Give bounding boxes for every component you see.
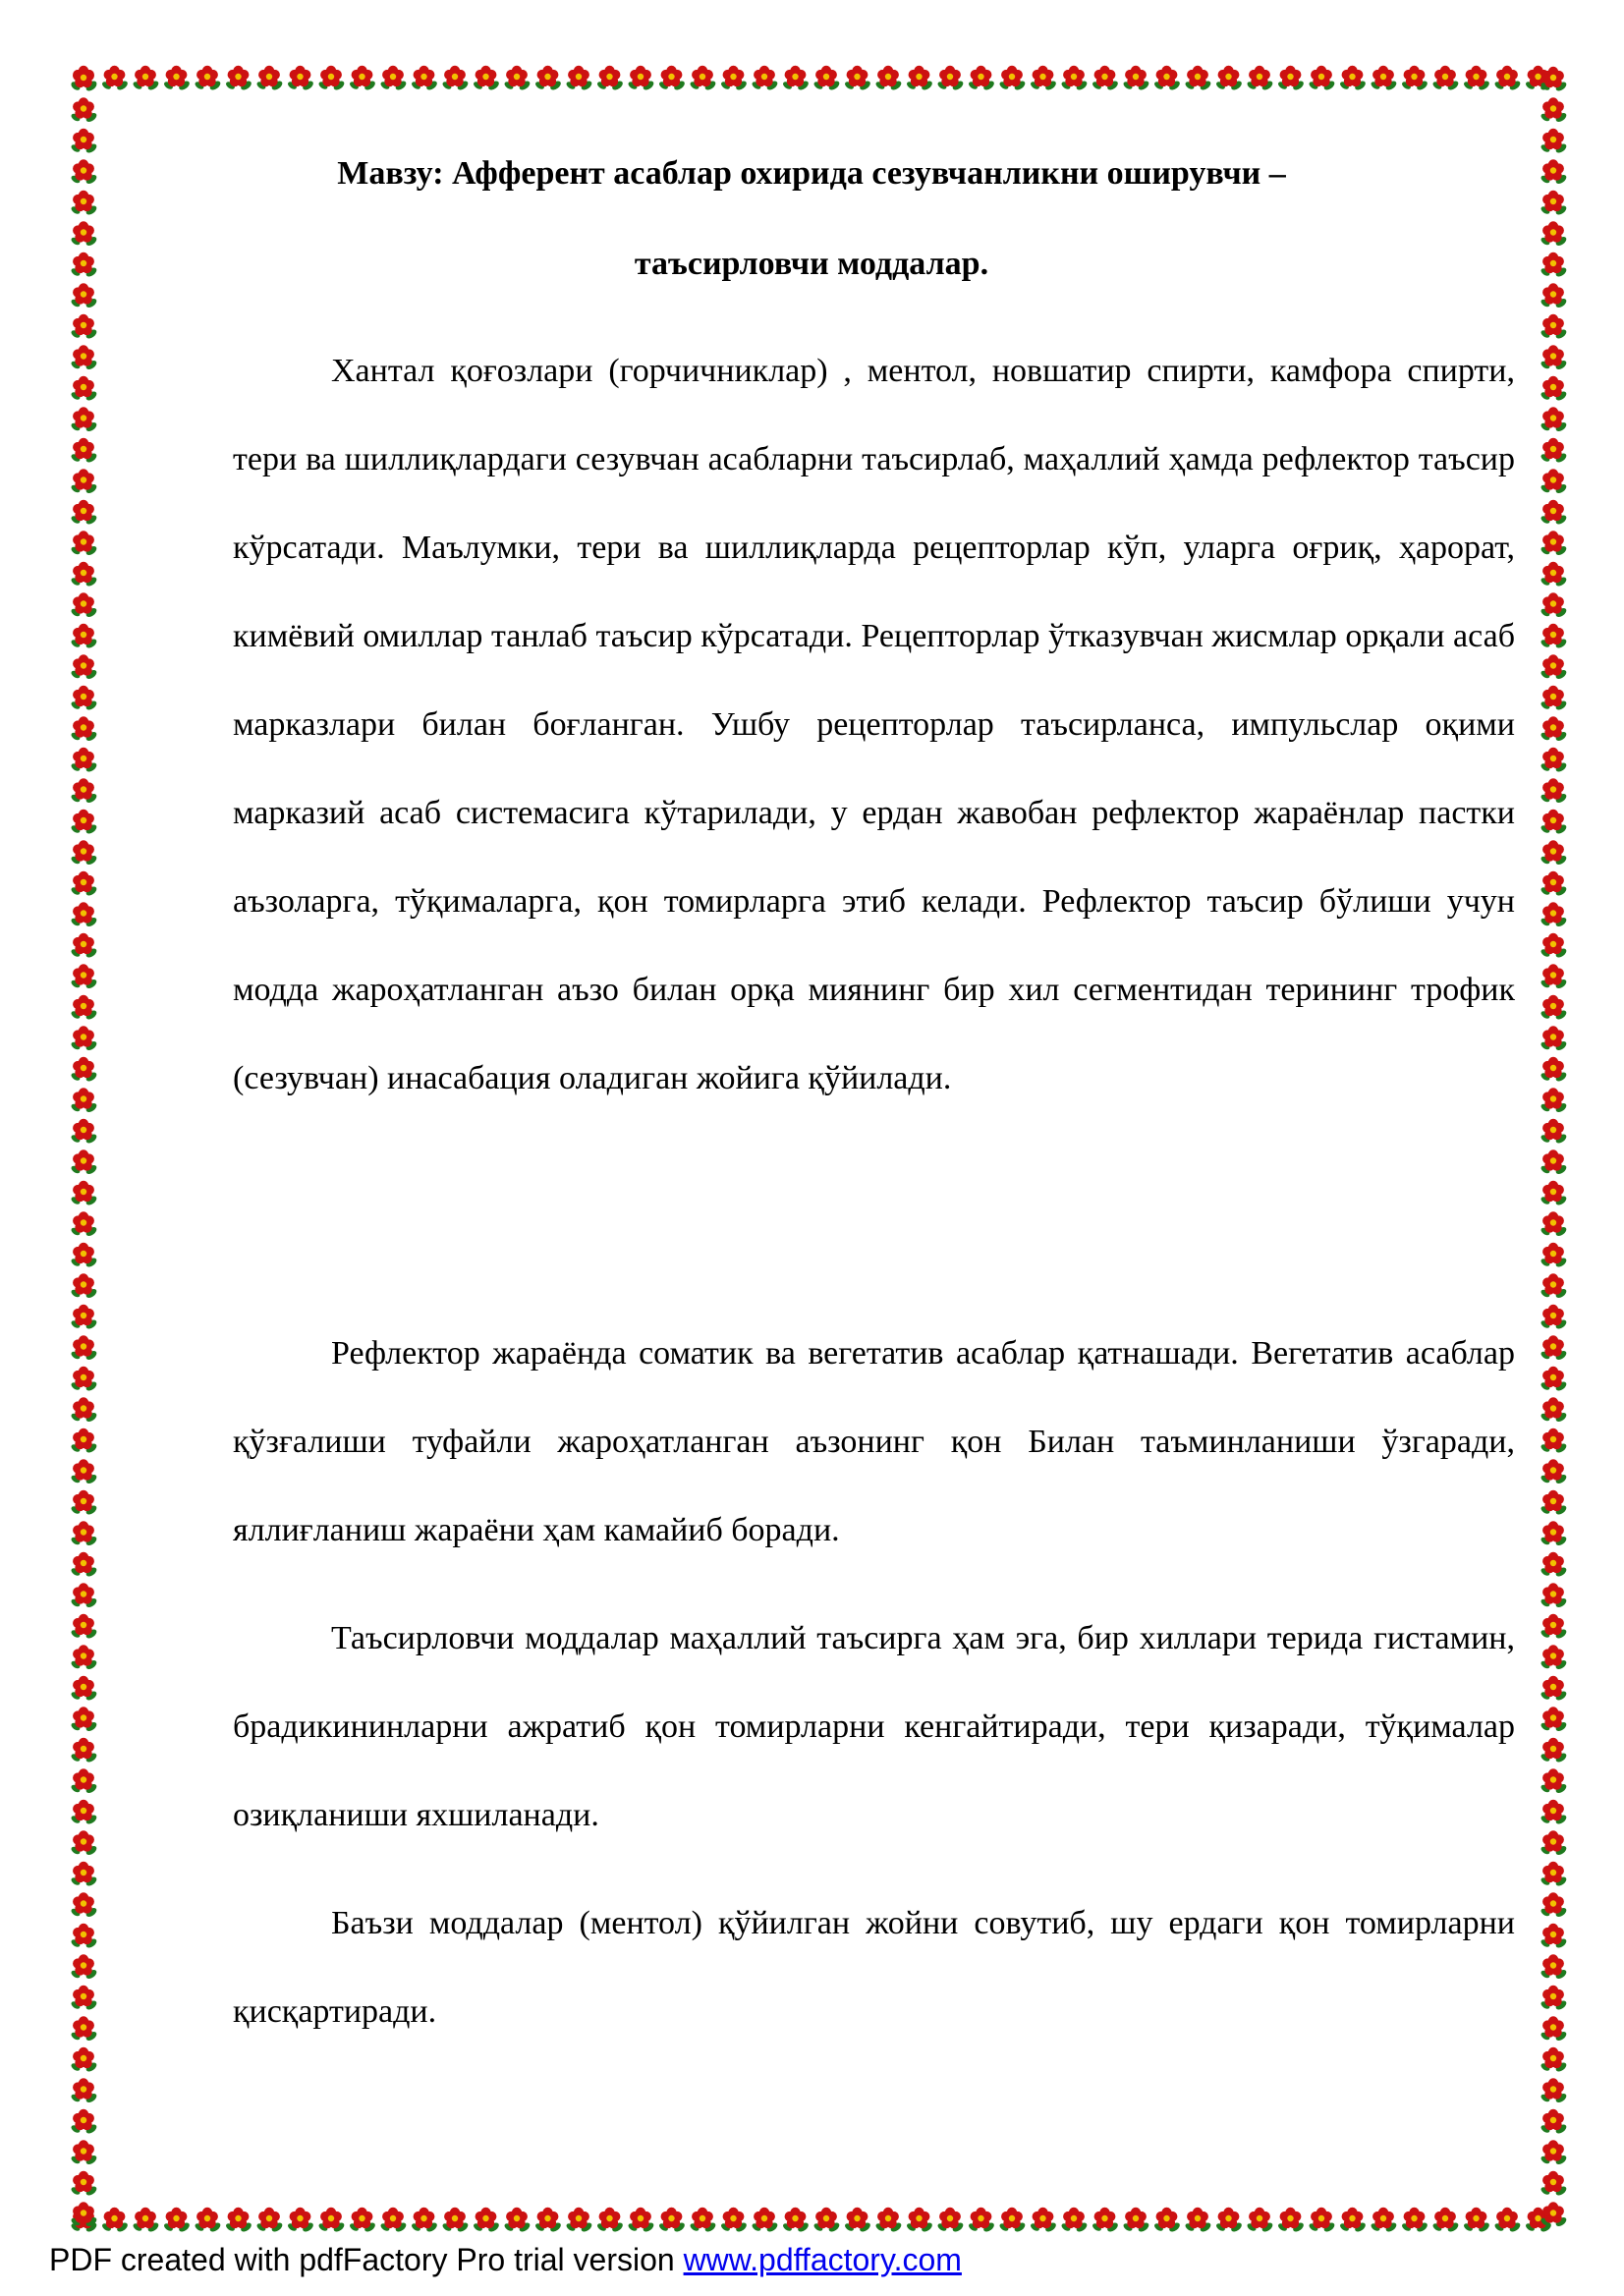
flower-ornament <box>1431 2208 1460 2234</box>
flower-ornament <box>70 810 98 836</box>
flower-ornament <box>70 1428 98 1455</box>
flower-ornament <box>101 66 130 92</box>
flower-ornament <box>1540 1892 1568 1919</box>
flower-border-left <box>67 61 100 2236</box>
flower-ornament <box>70 1954 98 1981</box>
flower-ornament <box>1540 1088 1568 1114</box>
flower-ornament <box>936 66 965 92</box>
flower-ornament <box>1215 2208 1244 2234</box>
flower-ornament <box>70 2171 98 2198</box>
flower-ornament <box>1540 748 1568 774</box>
flower-ornament <box>1540 1181 1568 1207</box>
flower-ornament <box>317 2208 346 2234</box>
flower-ornament <box>1060 2208 1089 2234</box>
flower-ornament <box>101 2208 130 2234</box>
flower-ornament <box>70 1645 98 1671</box>
flower-ornament <box>349 2208 377 2234</box>
flower-ornament <box>1540 933 1568 960</box>
flower-ornament <box>70 1397 98 1424</box>
flower-ornament <box>1540 1459 1568 1485</box>
flower-ornament <box>1540 716 1568 743</box>
flower-ornament <box>1540 1367 1568 1393</box>
flower-ornament <box>1540 1768 1568 1795</box>
flower-ornament <box>1540 1243 1568 1269</box>
flower-ornament <box>70 1305 98 1331</box>
flower-ornament <box>70 716 98 743</box>
flower-ornament <box>1092 2208 1120 2234</box>
flower-ornament <box>70 902 98 928</box>
flower-border-bottom <box>67 2203 1570 2236</box>
flower-ornament <box>70 129 98 155</box>
flower-ornament <box>70 686 98 712</box>
flower-ornament <box>163 2208 192 2234</box>
flower-ornament <box>906 2208 934 2234</box>
flower-ornament <box>163 66 192 92</box>
flower-ornament <box>379 66 408 92</box>
flower-ornament <box>1540 2078 1568 2104</box>
flower-ornament <box>1540 97 1568 124</box>
flower-ornament <box>998 66 1027 92</box>
flower-ornament <box>1540 252 1568 279</box>
flower-ornament <box>998 2208 1027 2234</box>
footer-text: PDF created with pdfFactory Pro trial version <box>49 2242 684 2277</box>
flower-ornament <box>1184 66 1212 92</box>
flower-ornament <box>70 345 98 371</box>
flower-ornament <box>1540 1986 1568 2012</box>
flower-ornament <box>1184 2208 1212 2234</box>
flower-ornament <box>473 2208 501 2234</box>
flower-ornament <box>70 2140 98 2166</box>
flower-ornament <box>751 2208 779 2234</box>
flower-ornament <box>1540 531 1568 557</box>
flower-ornament <box>70 624 98 650</box>
flower-ornament <box>225 66 253 92</box>
flower-ornament <box>720 66 749 92</box>
flower-ornament <box>70 1273 98 1300</box>
flower-ornament <box>1030 66 1058 92</box>
flower-ornament <box>1540 1335 1568 1362</box>
flower-ornament <box>1339 2208 1368 2234</box>
flower-ornament <box>1540 686 1568 712</box>
flower-ornament <box>132 2208 160 2234</box>
flower-ornament <box>1540 840 1568 867</box>
flower-ornament <box>1215 66 1244 92</box>
flower-ornament <box>1540 191 1568 217</box>
flower-border-right <box>1537 61 1570 2236</box>
flower-ornament <box>1153 66 1182 92</box>
flower-ornament <box>658 2208 687 2234</box>
flower-ornament <box>844 2208 872 2234</box>
flower-ornament <box>1540 2109 1568 2136</box>
footer-link[interactable]: www.pdffactory.com <box>683 2242 962 2277</box>
flower-ornament <box>1431 66 1460 92</box>
flower-ornament <box>70 562 98 588</box>
flower-ornament <box>1540 129 1568 155</box>
pdf-footer-notice <box>49 2242 962 2278</box>
flower-ornament <box>70 1181 98 1207</box>
flower-ornament <box>534 66 563 92</box>
flower-ornament <box>1540 314 1568 341</box>
flower-ornament <box>1540 2016 1568 2043</box>
flower-ornament <box>1540 2047 1568 2074</box>
flower-ornament <box>1540 1645 1568 1671</box>
flower-ornament <box>70 2047 98 2074</box>
flower-ornament <box>70 592 98 619</box>
flower-ornament <box>1153 2208 1182 2234</box>
flower-ornament <box>874 66 903 92</box>
flower-ornament <box>936 2208 965 2234</box>
flower-ornament <box>1540 407 1568 433</box>
flower-ornament <box>70 221 98 248</box>
flower-ornament <box>596 2208 625 2234</box>
flower-ornament <box>70 1552 98 1579</box>
flower-ornament <box>689 2208 717 2234</box>
flower-ornament <box>70 97 98 124</box>
flower-ornament <box>1540 654 1568 681</box>
flower-ornament <box>70 1830 98 1857</box>
flower-ornament <box>132 66 160 92</box>
flower-ornament <box>1540 1428 1568 1455</box>
flower-ornament <box>473 66 501 92</box>
flower-ornament <box>1540 995 1568 1022</box>
flower-ornament <box>70 1026 98 1052</box>
flower-ornament <box>1493 2208 1522 2234</box>
paragraph-2: Рефлектор жараёнда соматик ва вегетатив асаблар қатнашади. Вегетатив асаблар қўзғалиши туфайли жароҳатланган аъзонинг қон Билан таъминланиши ўзгаради, яллиғланиш жараёни ҳам камайиб боради. <box>233 1335 1515 1548</box>
flower-ornament <box>1540 1119 1568 1146</box>
flower-ornament <box>70 531 98 557</box>
flower-ornament <box>1339 66 1368 92</box>
flower-ornament <box>70 748 98 774</box>
flower-ornament <box>1308 2208 1336 2234</box>
flower-ornament <box>70 654 98 681</box>
flower-ornament <box>70 933 98 960</box>
flower-ornament <box>1540 871 1568 898</box>
flower-ornament <box>1540 500 1568 527</box>
flower-ornament <box>1540 1614 1568 1641</box>
flower-ornament <box>1540 624 1568 650</box>
paragraph-1: Хантал қоғозлари (горчичниклар) , ментол, новшатир спирти, камфора спирти, тери ва шиллиқлардаги сезувчан асабларни таъсирлаб, маҳаллий ҳамда рефлектор таъсир кўрсатади. Маълумки, тери ва шиллиқларда рецепторлар кўп, уларга оғриқ, ҳарорат, кимёвий омиллар танлаб таъсир кўрсатади. Рецепторлар ўтказувчан жисмлар орқали асаб марказлари билан боғланган. Ушбу рецепторлар таъсирланса, импульслар оқими марказий асаб системасига кўтарилади, у ердан жавобан рефлектор жараёнлар пастки аъзоларга, тўқималарга, қон томирларга этиб келади. Рефлектор таъсир бўлиши учун модда жароҳатланган аъзо билан орқа миянинг бир хил сегментидан терининг трофик (сезувчан) инасабация оладиган жойига қўйилади. <box>233 353 1515 1096</box>
flower-ornament <box>1540 902 1568 928</box>
flower-ornament <box>627 2208 655 2234</box>
flower-ornament <box>70 1676 98 1703</box>
flower-ornament <box>70 1862 98 1888</box>
flower-ornament <box>1540 1273 1568 1300</box>
flower-ornament <box>1370 2208 1398 2234</box>
flower-ornament <box>1540 592 1568 619</box>
flower-ornament <box>70 1521 98 1547</box>
flower-ornament <box>968 66 996 92</box>
flower-ornament <box>70 2078 98 2104</box>
flower-ornament <box>255 2208 284 2234</box>
flower-ornament <box>70 995 98 1022</box>
flower-ornament <box>565 2208 593 2234</box>
flower-ornament <box>874 2208 903 2234</box>
flower-ornament <box>1401 66 1429 92</box>
flower-ornament <box>70 407 98 433</box>
flower-ornament <box>1540 1521 1568 1547</box>
flower-ornament <box>70 191 98 217</box>
flower-ornament <box>1540 562 1568 588</box>
flower-ornament <box>1540 1707 1568 1733</box>
flower-ornament <box>379 2208 408 2234</box>
flower-ornament <box>70 1367 98 1393</box>
flower-ornament <box>1493 66 1522 92</box>
flower-ornament <box>70 1490 98 1517</box>
flower-ornament <box>1540 438 1568 465</box>
flower-ornament <box>70 438 98 465</box>
paragraph-4: Баъзи моддалар (ментол) қўйилган жойни совутиб, шу ердаги қон томирларни қисқартиради. <box>233 1905 1515 2030</box>
flower-ornament <box>627 66 655 92</box>
flower-ornament <box>70 1088 98 1114</box>
flower-ornament <box>70 1583 98 1609</box>
flower-ornament <box>70 252 98 279</box>
flower-ornament <box>1030 2208 1058 2234</box>
flower-ornament <box>1540 2202 1568 2228</box>
flower-ornament <box>1308 66 1336 92</box>
flower-ornament <box>70 1768 98 1795</box>
flower-ornament <box>70 500 98 527</box>
flower-ornament <box>751 66 779 92</box>
flower-ornament <box>70 1149 98 1176</box>
flower-ornament <box>534 2208 563 2234</box>
flower-ornament <box>70 964 98 990</box>
flower-ornament <box>70 159 98 186</box>
flower-ornament <box>906 66 934 92</box>
paragraph-3: Таъсирловчи моддалар маҳаллий таъсирга ҳам эга, бир хиллари терида гистамин, брадикининларни ажратиб қон томирларни кенгайтиради, тери қизаради, тўқималар озиқланиши яхшиланади. <box>233 1620 1515 1833</box>
flower-ornament <box>1540 1800 1568 1826</box>
flower-border-top <box>67 61 1570 94</box>
flower-ornament <box>70 840 98 867</box>
flower-ornament <box>1540 376 1568 403</box>
flower-ornament <box>689 66 717 92</box>
flower-ornament <box>255 66 284 92</box>
flower-ornament <box>844 66 872 92</box>
flower-ornament <box>1370 66 1398 92</box>
flower-ornament <box>1540 1830 1568 1857</box>
flower-ornament <box>1540 1738 1568 1764</box>
flower-ornament <box>1540 1954 1568 1981</box>
flower-ornament <box>1122 2208 1150 2234</box>
flower-ornament <box>441 66 470 92</box>
flower-ornament <box>1540 1676 1568 1703</box>
flower-ornament <box>1277 66 1306 92</box>
flower-ornament <box>70 778 98 805</box>
flower-ornament <box>287 66 315 92</box>
flower-ornament <box>1540 1924 1568 1950</box>
flower-ornament <box>70 1892 98 1919</box>
flower-ornament <box>70 1924 98 1950</box>
flower-ornament <box>1060 66 1089 92</box>
flower-ornament <box>70 2016 98 2043</box>
flower-ornament <box>1463 66 1491 92</box>
flower-ornament <box>70 1800 98 1826</box>
flower-ornament <box>596 66 625 92</box>
flower-ornament <box>968 2208 996 2234</box>
flower-ornament <box>70 376 98 403</box>
flower-ornament <box>1540 469 1568 495</box>
flower-ornament <box>70 2109 98 2136</box>
document-title-line-2: таъсирловчи моддалар. <box>634 246 989 282</box>
flower-ornament <box>70 1057 98 1084</box>
flower-ornament <box>503 2208 532 2234</box>
flower-ornament <box>1540 1552 1568 1579</box>
flower-ornament <box>720 2208 749 2234</box>
flower-ornament <box>194 66 222 92</box>
flower-ornament <box>658 66 687 92</box>
flower-ornament <box>70 469 98 495</box>
flower-ornament <box>1540 1211 1568 1238</box>
flower-ornament <box>70 67 98 93</box>
flower-ornament <box>1540 345 1568 371</box>
flower-ornament <box>1092 66 1120 92</box>
flower-ornament <box>1401 2208 1429 2234</box>
flower-ornament <box>1122 66 1150 92</box>
flower-ornament <box>70 2202 98 2228</box>
flower-ornament <box>1540 2171 1568 2198</box>
flower-ornament <box>225 2208 253 2234</box>
flower-ornament <box>1540 67 1568 93</box>
flower-ornament <box>70 314 98 341</box>
flower-ornament <box>1540 1583 1568 1609</box>
flower-ornament <box>70 871 98 898</box>
flower-ornament <box>70 1243 98 1269</box>
flower-ornament <box>70 1459 98 1485</box>
flower-ornament <box>1540 1397 1568 1424</box>
flower-ornament <box>287 2208 315 2234</box>
flower-ornament <box>70 1119 98 1146</box>
flower-ornament <box>194 2208 222 2234</box>
flower-ornament <box>1540 221 1568 248</box>
flower-ornament <box>1540 1490 1568 1517</box>
flower-ornament <box>1540 1305 1568 1331</box>
flower-ornament <box>411 66 439 92</box>
flower-ornament <box>1540 1026 1568 1052</box>
flower-ornament <box>70 1707 98 1733</box>
flower-ornament <box>782 2208 811 2234</box>
flower-ornament <box>1463 2208 1491 2234</box>
flower-ornament <box>70 1211 98 1238</box>
flower-ornament <box>1540 1149 1568 1176</box>
flower-ornament <box>411 2208 439 2234</box>
flower-ornament <box>1540 2140 1568 2166</box>
flower-ornament <box>1277 2208 1306 2234</box>
flower-ornament <box>1540 964 1568 990</box>
flower-ornament <box>1246 66 1274 92</box>
flower-ornament <box>70 1614 98 1641</box>
flower-ornament <box>70 283 98 309</box>
flower-ornament <box>1540 283 1568 309</box>
flower-ornament <box>1540 1862 1568 1888</box>
flower-ornament <box>70 1335 98 1362</box>
flower-ornament <box>349 66 377 92</box>
flower-ornament <box>1540 1057 1568 1084</box>
document-title-line-1: Мавзу: Афферент асаблар охирида сезувчанликни оширувчи – <box>337 155 1286 192</box>
flower-ornament <box>1540 778 1568 805</box>
flower-ornament <box>782 66 811 92</box>
flower-ornament <box>812 66 841 92</box>
flower-ornament <box>441 2208 470 2234</box>
flower-ornament <box>565 66 593 92</box>
flower-ornament <box>812 2208 841 2234</box>
flower-ornament <box>1540 810 1568 836</box>
flower-ornament <box>70 1738 98 1764</box>
flower-ornament <box>1540 159 1568 186</box>
flower-ornament <box>1246 2208 1274 2234</box>
flower-ornament <box>70 1986 98 2012</box>
flower-ornament <box>317 66 346 92</box>
flower-ornament <box>503 66 532 92</box>
